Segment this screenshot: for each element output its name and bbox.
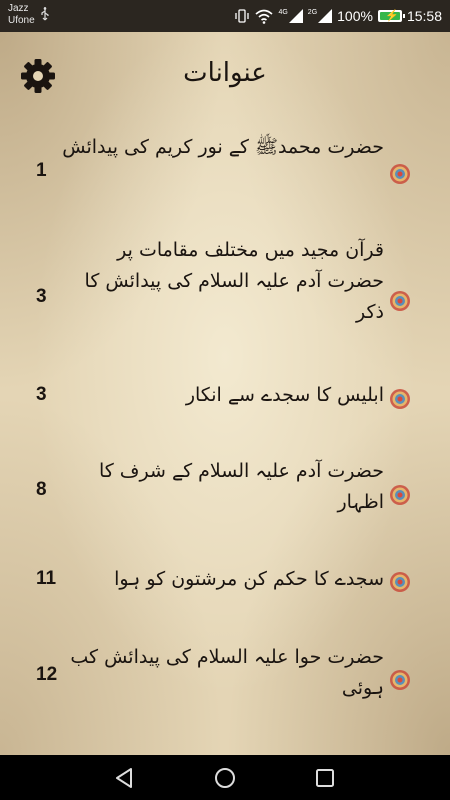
list-item-title: سجدے کا حکم کن مرشتون کو ہوا	[114, 568, 384, 590]
list-item-title: حضرت محمدﷺ کے نور کریم کی پیدائش	[62, 136, 384, 158]
vibrate-icon	[234, 8, 250, 24]
list-item[interactable]	[0, 132, 450, 202]
list-item-page: 12	[36, 664, 58, 685]
list-item-page: 3	[36, 384, 47, 405]
recents-square-icon[interactable]	[313, 766, 337, 790]
main-content	[0, 32, 450, 755]
flower-bullet-icon	[389, 388, 411, 410]
carrier-1: Jazz	[8, 3, 29, 14]
list-item-page: 11	[36, 568, 57, 589]
list-item[interactable]	[0, 564, 450, 604]
flower-bullet-icon	[389, 571, 411, 593]
list-item-title: حضرت آدم علیہ السلام کے شرف کا اظہار	[98, 460, 384, 513]
network-type-2: 2G	[307, 9, 318, 16]
flower-bullet-icon	[389, 669, 411, 691]
page-title: عنوانات	[183, 58, 267, 88]
list-item-page: 3	[36, 286, 47, 307]
signal-bars-1-icon	[289, 9, 303, 23]
flower-bullet-icon	[389, 290, 411, 312]
list-item[interactable]	[0, 642, 450, 712]
signal-bars-2-icon	[318, 9, 332, 23]
clock: 15:58	[406, 8, 442, 24]
status-icons	[234, 0, 442, 32]
charging-bolt-icon: ⚡	[384, 10, 399, 22]
flower-bullet-icon	[389, 163, 411, 185]
flower-bullet-icon	[389, 484, 411, 506]
carrier-2: Ufone	[8, 15, 35, 26]
list-item[interactable]	[0, 235, 450, 335]
signal-1	[278, 9, 302, 23]
list-item-title: ابلیس کا سجدے سے انکار	[185, 384, 384, 406]
network-type-1: 4G	[278, 9, 288, 16]
list-item-page: 8	[36, 479, 47, 500]
usb-icon	[40, 7, 50, 21]
list-item-title: قرآن مجید میں مختلف مقامات پر حضرت آدم علیہ السلام کی پیدائش کا ذکر	[84, 239, 384, 323]
battery-percent: 100%	[337, 8, 373, 24]
home-circle-icon[interactable]	[213, 766, 237, 790]
list-item-title: حضرت حوا علیہ السلام کی پیدائش کب ہوئی	[70, 646, 384, 699]
carrier-names	[8, 3, 35, 27]
battery-icon	[378, 10, 402, 22]
list-item[interactable]	[0, 380, 450, 420]
status-bar	[0, 0, 450, 32]
signal-2	[308, 9, 332, 23]
list-item-page: 1	[36, 160, 47, 181]
list-item[interactable]	[0, 456, 450, 526]
wifi-icon	[255, 8, 273, 24]
header	[0, 32, 450, 122]
navigation-bar	[0, 755, 450, 800]
back-triangle-icon[interactable]	[113, 766, 137, 790]
